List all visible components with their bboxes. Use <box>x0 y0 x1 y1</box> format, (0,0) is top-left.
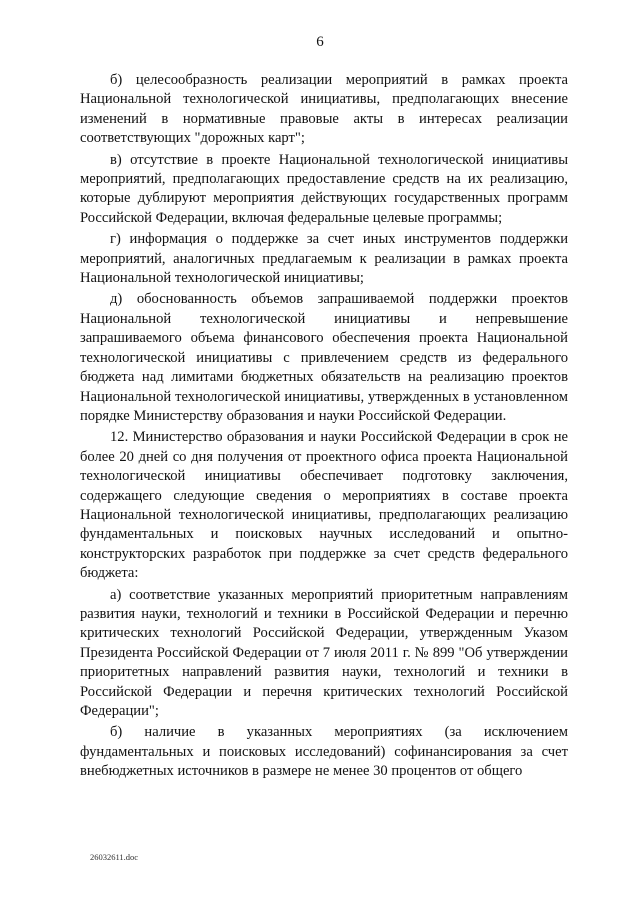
paragraph-item-v: в) отсутствие в проекте Национальной технологической инициативы мероприятий, предполагающих предоставление средств на их реализацию, которые дублируют мероприятия действующих государственных программ Российской Федерации, включая федеральные целевые программы; <box>80 151 568 226</box>
footer-file-code: 26032611.doc <box>90 852 139 862</box>
paragraph-subitem-a: а) соответствие указанных мероприятий приоритетным направлениям развития науки, технологий и техники в Российской Федерации и перечню критических технологий Российской Федерации, утвержденным Указом Президента Российской Федерации от 7 июля 2011 г. № 899 "Об утверждении приоритетных направлений развития науки, технологий и техники в Российской Федерации и перечня критических технологий Российской Федерации"; <box>80 586 568 719</box>
document-body <box>80 71 568 784</box>
paragraph-subitem-b: б) наличие в указанных мероприятиях (за исключением фундаментальных и поисковых исследований) софинансирования за счет внебюджетных источников в размере не менее 30 процентов от общего <box>80 724 568 780</box>
paragraph-item-d: д) обоснованность объемов запрашиваемой поддержки проектов Национальной технологической инициативы и непревышение запрашиваемого объема финансового обеспечения проекта Национальной технологической инициативы с привлечением средств из федерального бюджета над лимитами бюджетных обязательств на реализацию проектов Национальной технологической инициативы, утвержденных в установленном порядке Министерству образования и науки Российской Федерации. <box>80 291 568 424</box>
paragraph-item-g: г) информация о поддержке за счет иных инструментов поддержки мероприятий, аналогичных предлагаемым к реализации в рамках проекта Национальной технологической инициативы; <box>80 231 568 287</box>
paragraph-clause-12: 12. Министерство образования и науки Российской Федерации в срок не более 20 дней со дня получения от проектного офиса проекта Национальной технологической инициативы обеспечивает подготовку заключения, содержащего следующие сведения о мероприятиях в составе проекта Национальной технологической инициативы, предполагающих реализацию фундаментальных и поисковых научных исследований и опытно-конструкторских разработок при поддержке за счет средств федерального бюджета: <box>80 429 568 582</box>
paragraph-item-b: б) целесообразность реализации мероприятий в рамках проекта Национальной технологической инициативы, предполагающих внесение изменений в нормативные правовые акты в интересах реализации соответствующих "дорожных карт"; <box>80 72 568 147</box>
page-number: 6 <box>316 34 324 50</box>
